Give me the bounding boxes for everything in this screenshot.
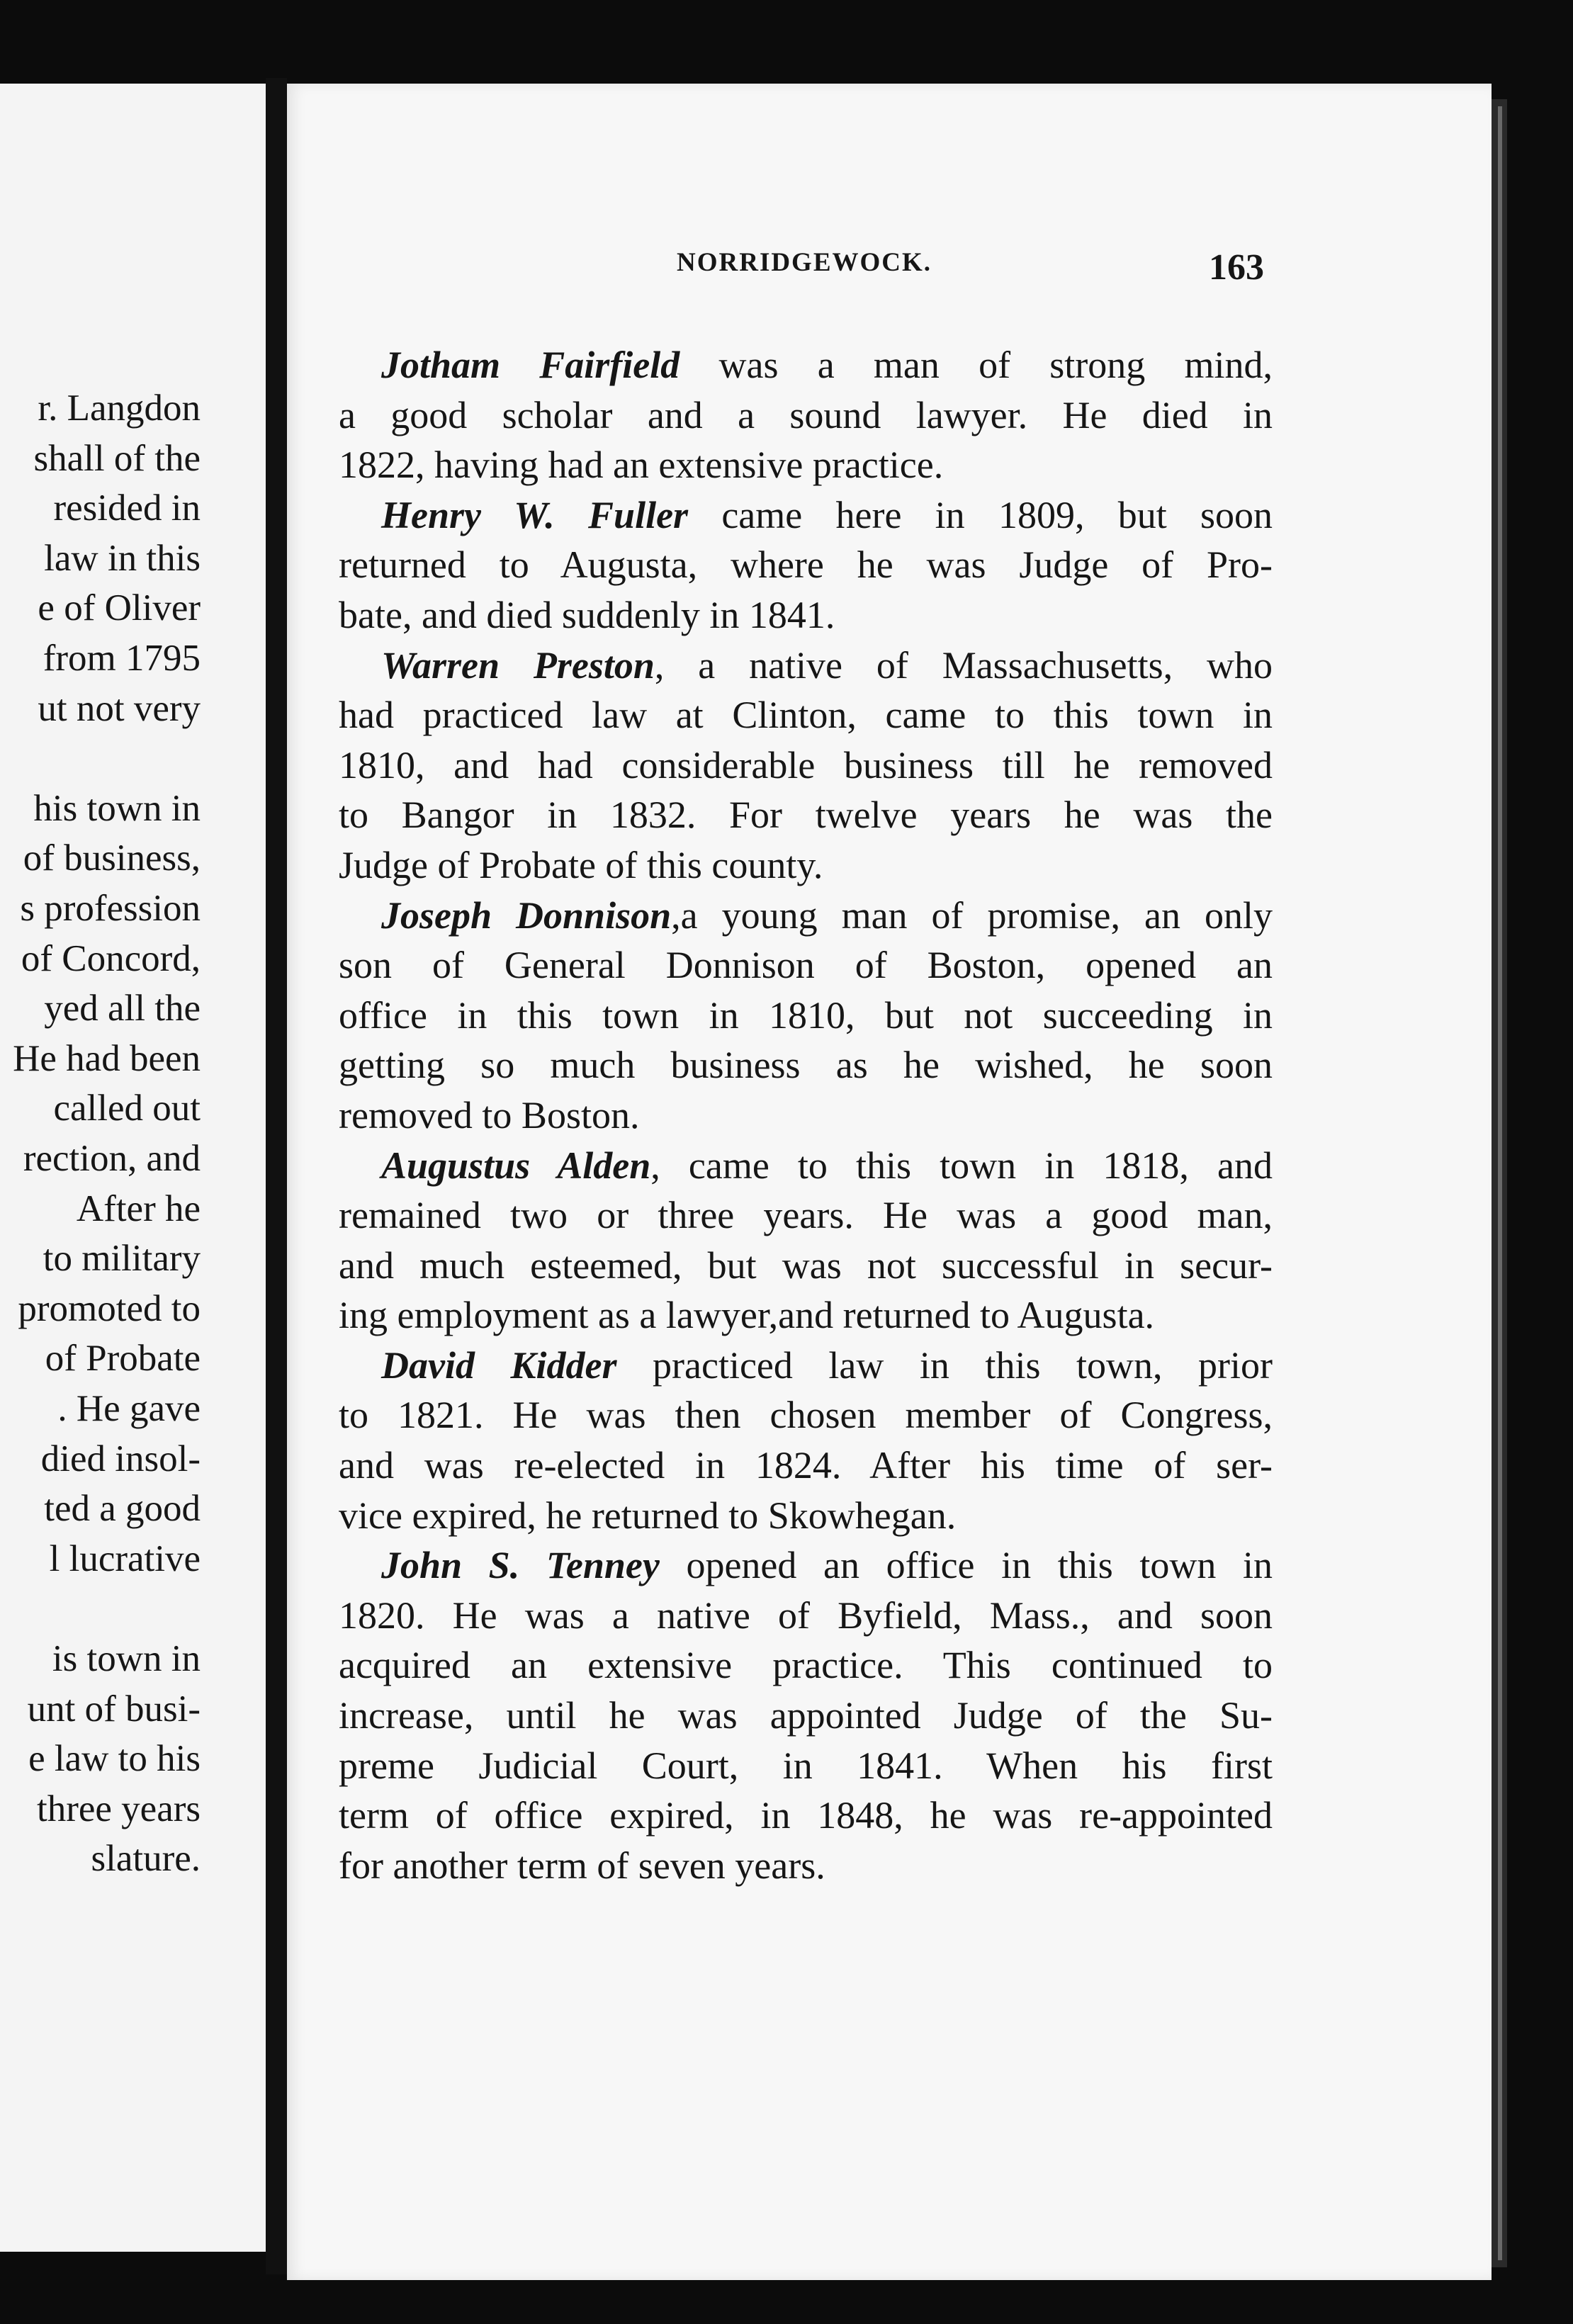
text-line: had practiced law at Clinton, came to this town in — [339, 694, 1273, 737]
left-page-line: shall of the — [33, 437, 201, 479]
text-line: 1810, and had considerable business till he removed — [339, 743, 1273, 786]
text-line — [339, 340, 1273, 390]
left-page-line: his town in — [33, 787, 201, 829]
left-page-line: promoted to — [18, 1287, 201, 1329]
text-line — [339, 1141, 1273, 1191]
text-line: acquired an extensive practice. This continued to — [339, 1644, 1273, 1687]
left-page-line: yed all the — [44, 988, 201, 1030]
left-page-text — [0, 84, 201, 2252]
text-line: vice expired, he returned to Skowhegan. — [339, 1494, 957, 1537]
left-page-line: unt of busi- — [27, 1688, 201, 1730]
left-page-line: law in this — [44, 537, 201, 579]
line-text: practiced law in this town, prior — [616, 1343, 1273, 1387]
text-line — [339, 891, 1273, 941]
page-edge-shadow — [1498, 106, 1502, 2260]
left-page-line: e law to his — [28, 1738, 201, 1780]
person-name: John S. Tenney — [381, 1544, 660, 1587]
text-line: bate, and died suddenly in 1841. — [339, 593, 835, 636]
text-line — [339, 1540, 1273, 1591]
text-line: and much esteemed, but was not successful in secur- — [339, 1243, 1273, 1287]
person-name: David Kidder — [381, 1343, 617, 1387]
text-line: remained two or three years. He was a good man, — [339, 1194, 1273, 1237]
left-page-line: of Probate — [45, 1338, 201, 1380]
text-line: Judge of Probate of this county. — [339, 843, 823, 886]
left-page-line: e of Oliver — [38, 587, 201, 629]
text-line — [339, 490, 1273, 541]
text-line: son of General Donnison of Boston, opened an — [339, 944, 1273, 987]
left-page-line: He had been — [13, 1037, 201, 1079]
person-name: Augustus Alden — [381, 1144, 651, 1187]
text-line: term of office expired, in 1848, he was re-appointed — [339, 1794, 1273, 1837]
left-page-line: After he — [76, 1188, 201, 1229]
text-line: 1820. He was a native of Byfield, Mass., and soon — [339, 1593, 1273, 1637]
left-page-line: called out — [53, 1088, 201, 1129]
text-line — [339, 641, 1273, 691]
left-page-line: slature. — [91, 1838, 201, 1880]
line-text: ,a young man of promise, an only — [671, 893, 1273, 937]
person-name: Jotham Fairfield — [381, 344, 680, 386]
line-text: came here in 1809, but soon — [688, 493, 1273, 536]
paragraph — [339, 1341, 1273, 1540]
text-line — [339, 1341, 1273, 1391]
person-name: Warren Preston — [381, 643, 655, 687]
person-name: Henry W. Fuller — [381, 493, 689, 536]
paragraph — [339, 340, 1273, 490]
running-head: NORRIDGEWOCK. — [677, 248, 932, 277]
left-page-line: ted a good — [44, 1488, 201, 1530]
text-line: office in this town in 1810, but not succeeding in — [339, 993, 1273, 1037]
text-line: ing employment as a lawyer,and returned to Augusta. — [339, 1294, 1155, 1337]
book-gutter — [266, 78, 287, 2274]
line-text: , a native of Massachusetts, who — [654, 643, 1273, 687]
text-line: for another term of seven years. — [339, 1844, 825, 1887]
left-page-line: to military — [43, 1238, 201, 1280]
text-line: getting so much business as he wished, he soon — [339, 1044, 1273, 1087]
left-page-line: s profession — [20, 888, 201, 929]
left-page-line: of business, — [23, 837, 201, 879]
left-page-line: three years — [37, 1788, 201, 1829]
left-page-line: resided in — [53, 487, 201, 529]
paragraph — [339, 1540, 1273, 1890]
paragraph — [339, 1141, 1273, 1341]
left-page-line: from 1795 — [43, 638, 201, 679]
line-text: , came to this town in 1818, and — [650, 1144, 1273, 1187]
left-page-line: ut not very — [38, 687, 201, 729]
text-line: and was re-elected in 1824. After his time of ser- — [339, 1444, 1273, 1487]
left-page-line: rection, and — [23, 1138, 201, 1179]
paragraph — [339, 891, 1273, 1141]
left-page-line: is town in — [52, 1638, 201, 1679]
left-page-line: died insol- — [40, 1438, 201, 1479]
paragraph — [339, 641, 1273, 891]
line-text: opened an office in this town in — [659, 1544, 1273, 1587]
left-page-line: . He gave — [57, 1388, 201, 1429]
person-name: Joseph Donnison — [381, 893, 672, 937]
left-page-line: of Concord, — [21, 937, 201, 979]
text-line: preme Judicial Court, in 1841. When his first — [339, 1744, 1273, 1787]
left-page-line: l lucrative — [49, 1538, 201, 1579]
text-line: removed to Boston. — [339, 1093, 640, 1136]
text-line: increase, until he was appointed Judge of the Su- — [339, 1694, 1273, 1737]
page-body-text — [339, 340, 1273, 1890]
line-text: was a man of strong mind, — [680, 344, 1273, 386]
left-page-line: r. Langdon — [38, 388, 201, 429]
text-line: a good scholar and a sound lawyer. He died in — [339, 393, 1273, 436]
text-line: returned to Augusta, where he was Judge of Pro- — [339, 543, 1273, 587]
text-line: to 1821. He was then chosen member of Congress, — [339, 1394, 1273, 1437]
left-page-fragment — [0, 84, 266, 2252]
text-line: 1822, having had an extensive practice. — [339, 444, 944, 487]
page-number: 163 — [1209, 247, 1264, 288]
paragraph — [339, 490, 1273, 641]
text-line: to Bangor in 1832. For twelve years he was the — [339, 794, 1273, 837]
